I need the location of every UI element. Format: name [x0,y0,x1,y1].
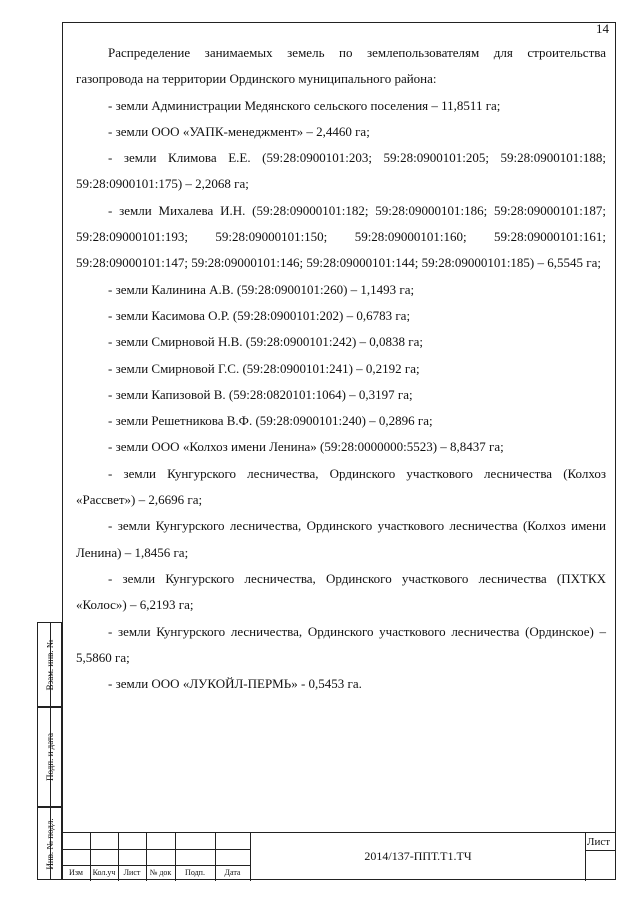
document-body [76,40,606,697]
list-item: - земли ООО «УАПК-менеджмент» – 2,4460 га; [108,123,370,139]
list-item: - земли Кунгурского лесничества, Ординского участкового лесничества (ПХТКХ «Колос») – 6,2193 га; [76,570,606,613]
title-block-grid [62,833,250,881]
document-code [250,833,586,880]
header-podp: Подп. [185,868,205,877]
header-n-dok: № док [149,868,172,877]
list-item: - земли Кунгурского лесничества, Ординского участкового лесничества (Колхоз имени Ленина) – 1,8456 га; [76,518,606,560]
header-izm: Изм [69,868,83,877]
side-stamp-vzam [37,622,62,707]
list-item: - земли Администрации Медянского сельского поселения – 11,8511 га; [108,97,501,113]
list-item: - земли Капизовой В. (59:28:0820101:1064) – 0,3197 га; [108,386,413,402]
list-item: - земли Калинина А.В. (59:28:0900101:260) – 1,1493 га; [108,281,415,297]
sheet-label: Лист [587,836,611,848]
list-item: - земли Михалева И.Н. (59:28:09000101:182; 59:28:09000101:186; 59:28:09000101:187; 59:28:09000101:193; 59:28:09000101:150; 59:28:09000101:160; 59:28:09000101:161; 59:28:09000101:147; 59:28:09000101:146; 59:28:09000101:144; 59:28:09000101:185) – 6,5545 га; [76,202,606,271]
title-block [62,832,616,880]
document-code-text: 2014/137-ППТ.Т1.ТЧ [364,849,472,863]
page-number: 14 [596,21,609,36]
side-stamp-inv-label: Инв. № подл. [44,817,55,870]
list-item: - земли ООО «Колхоз имени Ленина» (59:28:0000000:5523) – 8,8437 га; [108,439,504,455]
list-item: - земли Смирновой Н.В. (59:28:0900101:242) – 0,0838 га; [108,334,423,350]
side-stamp-podp [37,707,62,807]
list-item: - земли ООО «ЛУКОЙЛ-ПЕРМЬ» - 0,5453 га. [108,676,362,692]
list-item: - земли Решетникова В.Ф. (59:28:0900101:240) – 0,2896 га; [108,413,433,429]
sheet-cell [585,833,616,881]
header-list: Лист [123,868,141,877]
list-item: - земли Кунгурского лесничества, Ординского участкового лесничества (Колхоз «Рассвет») – 2,6696 га; [76,465,606,508]
header-data: Дата [224,868,241,877]
intro-paragraph: Распределение занимаемых земель по землепользователям для строительства газопровода на территории Ординского муниципального района: [76,45,606,87]
list-item: - земли Кунгурского лесничества, Ординского участкового лесничества (Ординское) – 5,5860 га; [76,623,606,665]
header-kol-uch: Кол.уч [92,868,116,877]
list-item: - земли Климова Е.Е. (59:28:0900101:203; 59:28:0900101:205; 59:28:0900101:188; 59:28:0900101:175) – 2,2068 га; [76,150,606,192]
list-item: - земли Касимова О.Р. (59:28:0900101:202) – 0,6783 га; [108,307,411,323]
side-stamp-inv [37,807,62,880]
side-stamp-vzam-label: Взам. инв. № [44,639,55,690]
list-item: - земли Смирновой Г.С. (59:28:0900101:241) – 0,2192 га; [108,360,420,376]
side-stamp-podp-label: Подп. и дата [44,732,55,782]
